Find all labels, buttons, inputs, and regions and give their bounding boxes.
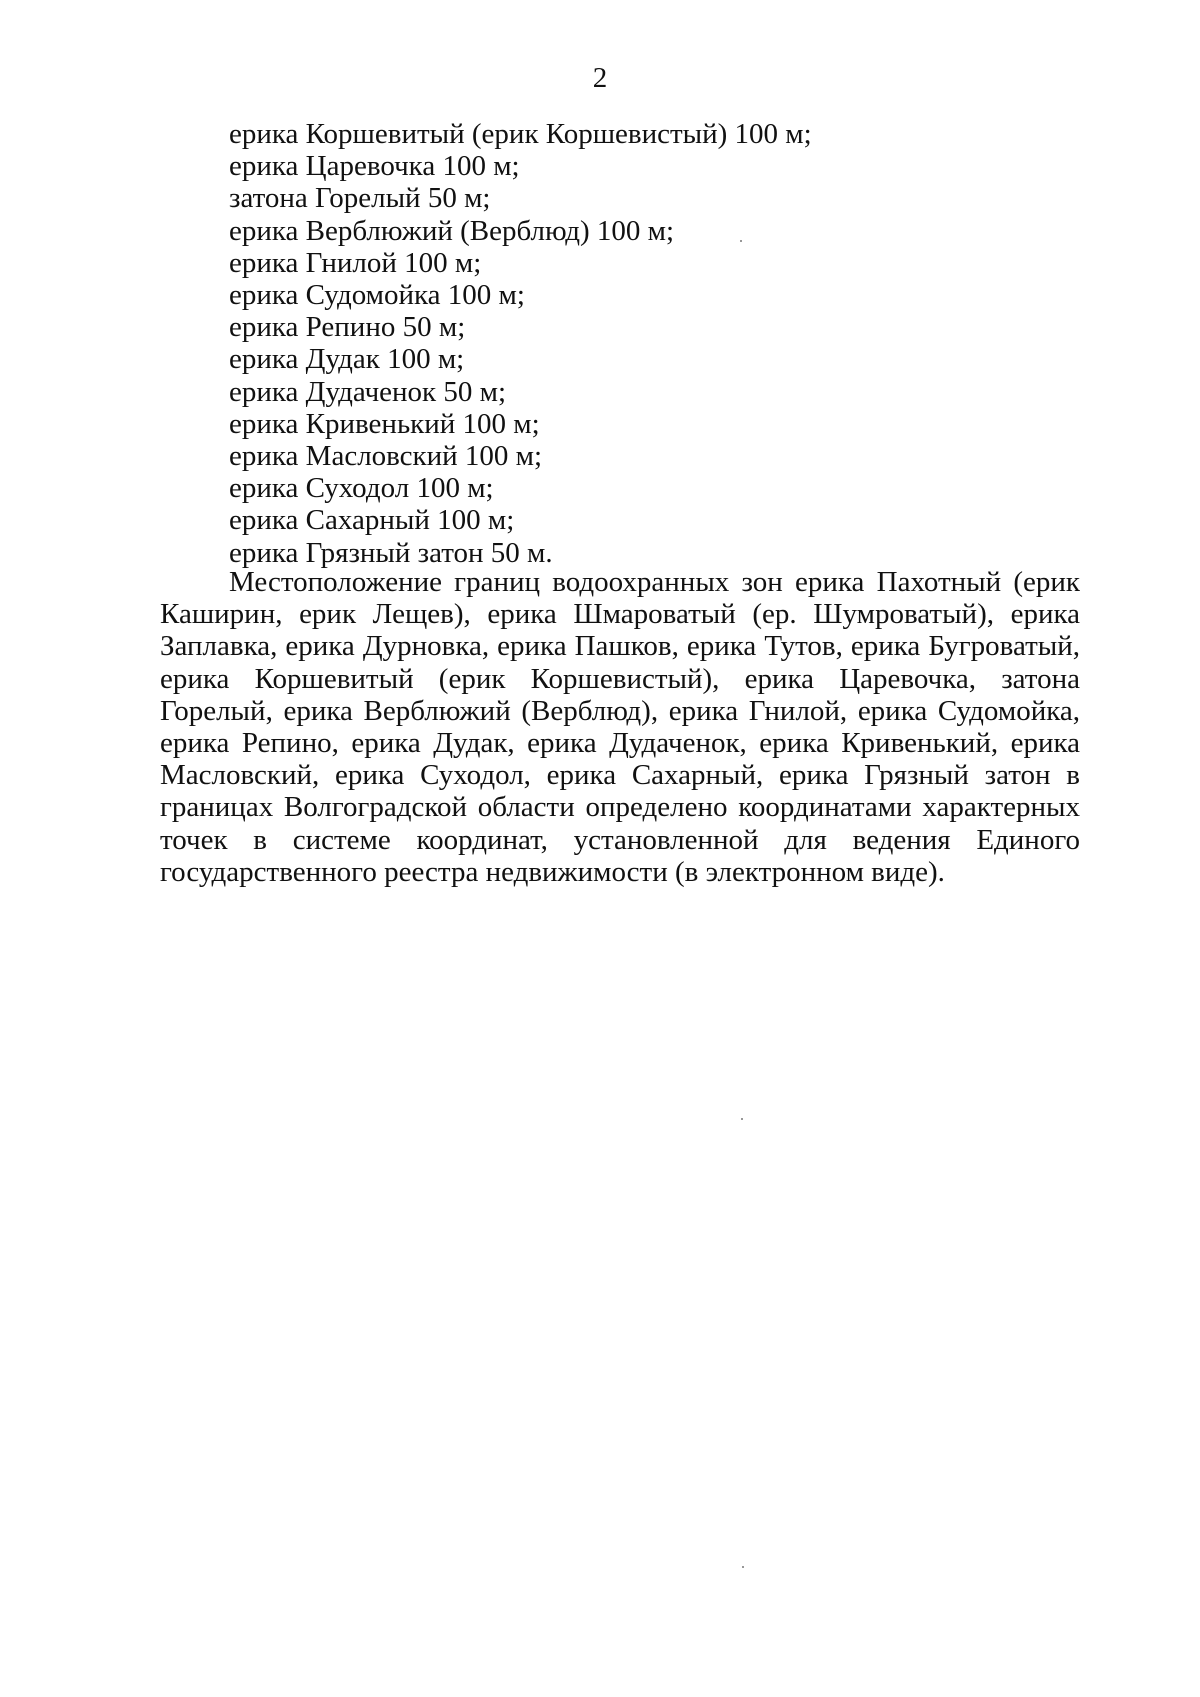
list-item: ерика Сахарный 100 м; (229, 504, 515, 537)
list-item: ерика Верблюжий (Верблюд) 100 м; (229, 214, 675, 247)
list-item: ерика Масловский 100 м; (229, 440, 543, 473)
scan-speck (740, 240, 742, 242)
list-item: ерика Грязный затон 50 м. (229, 536, 553, 569)
list-item: ерика Кривенький 100 м; (229, 407, 540, 440)
list-item: затона Горелый 50 м; (229, 182, 491, 215)
body-paragraph: Местоположение границ водоохранных зон ерика Пахотный (ерик Каширин, ерик Лещев), ерика Шмароватый (ер. Шумроватый), ерика Заплавка, ерика Дурновка, ерика Пашков, ерика Тутов, ерика Бугроватый, ерика Коршевитый (ерик Коршевистый), ерика Царевочка, затона Горелый, ерика Верблюжий (Верблюд), ерика Гнилой, ерика Судомойка, ерика Репино, ерика Дудак, ерика Дудаченок, ерика Кривенький, ерика Масловский, ерика Суходол, ерика Сахарный, ерика Грязный затон в границах Волгоградской области определено координатами характерных точек в системе координат, установленной для ведения Единого государственного реестра недвижимости (в электронном виде). (160, 566, 1080, 888)
list-item: ерика Коршевитый (ерик Коршевистый) 100 м; (229, 118, 812, 150)
page-number: 2 (592, 62, 608, 94)
list-item: ерика Дудак 100 м; (229, 343, 465, 376)
list-item: ерика Дудаченок 50 м; (229, 375, 507, 408)
list-item: ерика Судомойка 100 м; (229, 279, 525, 312)
list-item: ерика Гнилой 100 м; (229, 246, 482, 279)
scan-speck (742, 1566, 744, 1568)
list-item: ерика Репино 50 м; (229, 311, 466, 344)
creek-list (229, 118, 812, 569)
list-item: ерика Царевочка 100 м; (229, 150, 520, 183)
list-item: ерика Суходол 100 м; (229, 472, 494, 505)
scan-speck (741, 1118, 743, 1120)
